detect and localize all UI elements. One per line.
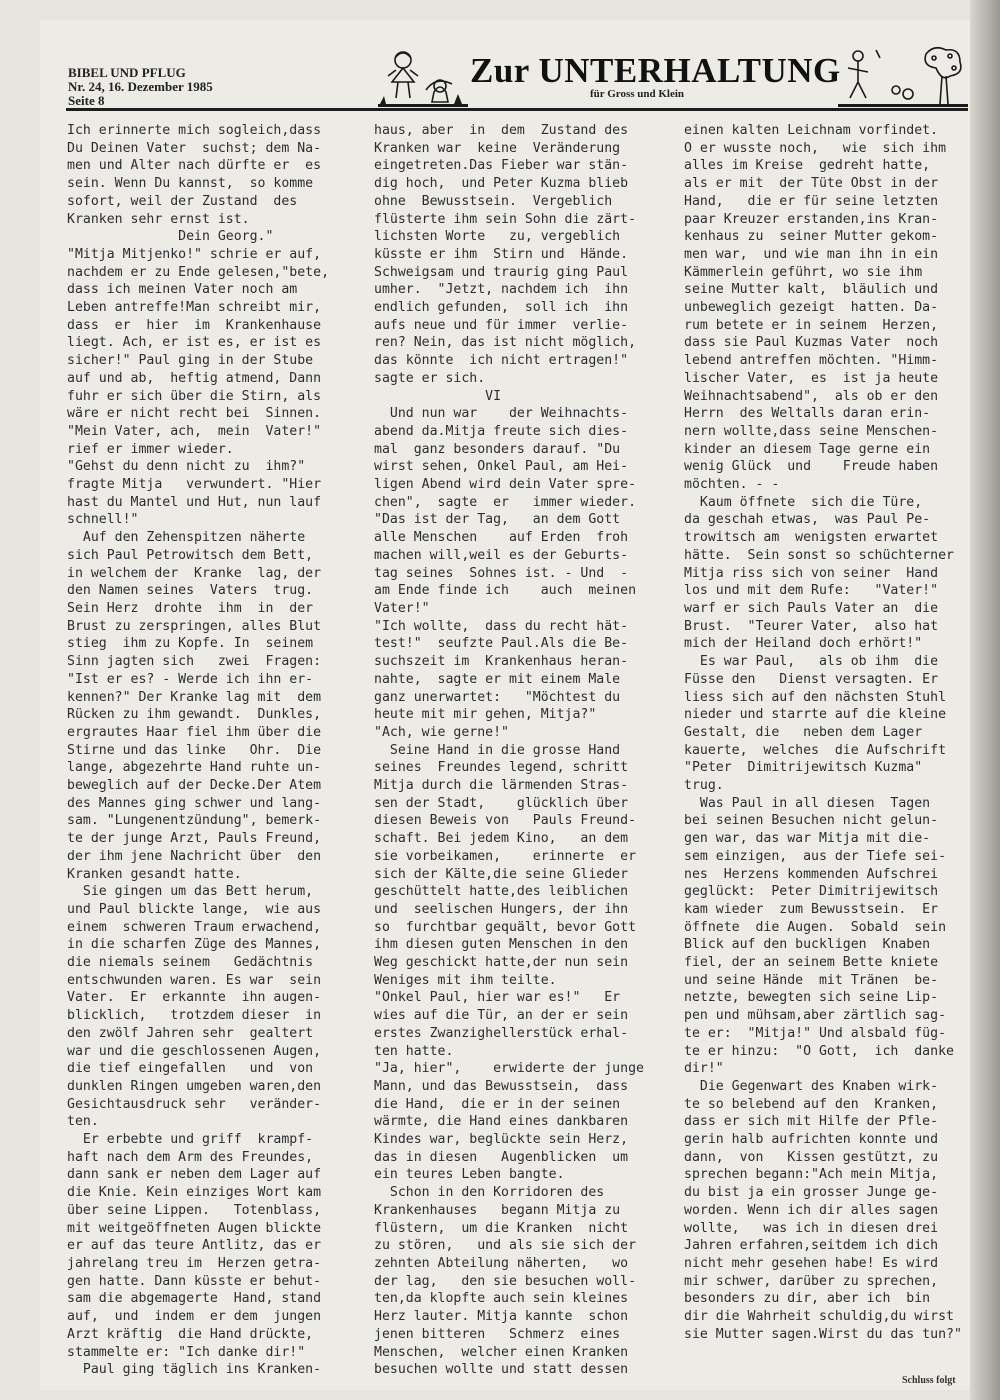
header-rule [66, 108, 968, 111]
article-line: ohne Bewusstsein. Vergeblich [374, 193, 613, 209]
article-line: flüstern, um die Kranken nicht [374, 1220, 629, 1236]
article-line: den zwölf Jahren sehr gealtert [67, 1025, 314, 1041]
article-line: entschwunden waren. Es war sein [67, 972, 322, 988]
article-line: "Ja, hier", erwiderte der junge [374, 1061, 644, 1077]
article-line: te der junge Arzt, Pauls Freund, [67, 831, 322, 847]
article-line: ihm diesen guten Menschen in den [374, 937, 629, 953]
article-line: nieder und starrte auf die kleine [684, 707, 947, 723]
article-line: kam wieder zum Bewusstsein. Er [684, 901, 939, 917]
article-line: ergrautes Haar fiel ihm über die [67, 724, 322, 740]
article-line: über seine Lippen. Totenblass, [67, 1202, 322, 1218]
article-line: jahrelang treu im Herzen getra- [67, 1256, 322, 1271]
article-line: umher. "Jetzt, nachdem ich ihn [374, 282, 629, 298]
article-line: Krankenhauses begann Mitja zu [374, 1202, 621, 1218]
article-line: gerin halb aufrichten konnte und [684, 1132, 939, 1148]
article-line: lange, abgezehrte Hand ruhte un- [67, 760, 322, 776]
article-line: "Peter Dimitrijewitsch Kuzma" [684, 760, 923, 776]
article-line: dir!" [684, 1061, 724, 1077]
article-line: öffnete die Augen. Sobald sein [684, 919, 947, 935]
article-line: die Knie. Kein einziges Wort kam [67, 1185, 322, 1201]
article-line: fuhr er sich über die Stirn, als [67, 388, 322, 404]
page-edge-shadow [970, 0, 1000, 1400]
article-line: Weniges mit ihm teilte. [374, 972, 557, 988]
article-line: Kämmerlein geführt, wo sie ihm [684, 264, 923, 280]
article-line: dann, von Kissen gestützt, zu [684, 1149, 939, 1165]
article-line: mich der Heiland doch erhört!" [684, 636, 923, 652]
article-line: Sinn jagten sich zwei Fragen: [67, 654, 322, 670]
article-line: nachdem er zu Ende gelesen,"bete, [67, 264, 330, 280]
article-line: endlich gefunden, soll ich ihn [374, 300, 629, 316]
article-line: nicht mehr gesehen habe! Es wird [684, 1256, 939, 1271]
article-line: möchten. - - [684, 477, 780, 493]
article-line: Füsse den Dienst versagten. Er [684, 671, 939, 687]
article-line: sagte er sich. [374, 370, 486, 386]
section-subtitle: für Gross und Klein [590, 88, 685, 100]
article-line: und Paul blickte lange, wie aus [67, 901, 322, 917]
article-line: besonders zu dir, aber ich bin [684, 1291, 931, 1307]
article-line: ren? Nein, das ist nicht möglich, [374, 335, 637, 351]
article-line: lischer Vater, es ist ja heute [684, 370, 939, 386]
article-line: wäre er nicht recht bei Sinnen. [67, 406, 322, 422]
article-line: Sie gingen um das Bett herum, [67, 884, 314, 900]
article-line: beweglich auf der Decke.Der Atem [67, 778, 322, 794]
article-line: ganz unerwartet: "Möchtest du [374, 689, 621, 705]
article-line: machen will,weil es der Geburts- [374, 547, 629, 563]
article-line: "Onkel Paul, hier war es!" Er [374, 990, 621, 1006]
article-line: Rücken zu ihm gewandt. Dunkles, [67, 707, 322, 723]
article-line: da geschah etwas, was Paul Pe- [684, 512, 931, 528]
article-line: Mann, und das Bewusstsein, dass [374, 1078, 629, 1094]
article-line: Leben antreffe!Man schreibt mir, [67, 300, 322, 316]
article-line: Arzt kräftig die Hand drückte, [67, 1326, 314, 1342]
article-line: men und Alter nach dürfte er es [67, 158, 322, 174]
article-line: liegt. Ach, er ist es, er ist es [67, 335, 322, 351]
article-line: wies auf die Tür, an der er sein [374, 1008, 629, 1024]
article-line: sofort, weil der Zustand des [67, 193, 298, 209]
article-line: worden. Wenn ich dir alles sagen [684, 1202, 939, 1218]
article-line: fragte Mitja verwundert. "Hier [67, 477, 322, 493]
article-line: schaft. Bei jedem Kino, an dem [374, 831, 629, 847]
article-line: "Mein Vater, ach, mein Vater!" [67, 423, 322, 439]
article-line: wirst sehen, Onkel Paul, am Hei- [374, 459, 629, 475]
article-line: stammelte er: "Ich danke dir!" [67, 1344, 306, 1360]
article-line: er auf das teure Antlitz, das er [67, 1238, 322, 1254]
article-line: sen der Stadt, glücklich über [374, 795, 629, 811]
article-line: ten. [67, 1114, 99, 1130]
article-line: gen hatte. Dann küsste er behut- [67, 1273, 322, 1289]
article-line: nahte, sagte er mit einem Male [374, 671, 621, 687]
article-line: Kranken gesandt hatte. [67, 866, 242, 882]
article-line: mir schwer, darüber zu sprechen, [684, 1273, 939, 1289]
article-line: Mitja riss sich von seiner Hand [684, 565, 939, 581]
article-line: trowitsch am wenigsten erwartet [684, 530, 939, 546]
article-line: Herz lauter. Mitja kannte schon [374, 1309, 629, 1325]
page-number: Seite 8 [68, 93, 105, 108]
article-line: lebend antreffen möchten. "Himm- [684, 353, 939, 369]
article-line: te er: "Mitja!" Und alsbald füg- [684, 1025, 947, 1041]
article-line: dass er hier im Krankenhause [67, 317, 322, 333]
article-line: in welchem der Kranke lag, der [67, 565, 322, 581]
article-line: Es war Paul, als ob ihm die [684, 654, 939, 670]
article-line: blicklich, trotzdem dieser in [67, 1008, 322, 1024]
article-line: stieg ihm zu Kopfe. In seinem [67, 636, 314, 652]
article-line: Vater!" [374, 600, 430, 616]
article-line: besuchen wollte und statt dessen [374, 1362, 629, 1378]
article-line: auf, und indem er dem jungen [67, 1309, 322, 1325]
article-line: kauerte, welches die Aufschrift [684, 742, 947, 758]
article-line: "Ich wollte, dass du recht hät- [374, 618, 629, 634]
article-line: "Ach, wie gerne!" [374, 724, 509, 740]
article-line: los und mit dem Rufe: "Vater!" [684, 583, 939, 599]
article-line: liess sich auf den nächsten Stuhl [684, 689, 947, 705]
article-line: die niemals seinem Gedächtnis [67, 955, 314, 971]
issue-date: Nr. 24, 16. Dezember 1985 [68, 79, 213, 94]
article-line: hast du Mantel und Hut, nun lauf [67, 494, 322, 510]
article-line: seine Mutter kalt, bläulich und [684, 282, 939, 298]
article-line: auf und ab, heftig atmend, Dann [67, 370, 322, 386]
article-line: Weihnachtsabend", als ob er den [684, 388, 939, 404]
article-line: Paul ging täglich ins Kranken- [67, 1362, 322, 1378]
tree-illustration-icon [838, 46, 968, 108]
article-line: Schon in den Korridoren des [374, 1185, 605, 1201]
article-line: Sein Herz drohte ihm in der [67, 600, 314, 616]
article-line: du bist ja ein grosser Junge ge- [684, 1185, 939, 1201]
article-line: ten hatte. [374, 1043, 454, 1059]
children-illustration-icon [378, 46, 468, 108]
article-line: heute mit mir gehen, Mitja?" [374, 707, 597, 723]
article-line: das könnte ich nicht ertragen!" [374, 353, 629, 369]
article-line: te er hinzu: "O Gott, ich danke [684, 1043, 954, 1059]
masthead-info [68, 66, 268, 108]
article-line: einem schweren Traum erwachend, [67, 919, 322, 935]
article-line: flüsterte ihm sein Sohn die zärt- [374, 211, 637, 227]
article-line: Herrn des Weltalls daran erin- [684, 406, 931, 422]
article-line: aufs neue und für immer verlie- [374, 317, 629, 333]
article-line: Kranken war keine Veränderung [374, 140, 621, 156]
article-line: te so belebend auf den Kranken, [684, 1096, 939, 1112]
article-line: ligen Abend wird dein Vater spre- [374, 477, 637, 493]
article-line: rief er immer wieder. [67, 441, 234, 457]
article-line: hätte. Sein sonst so schüchterner [684, 547, 954, 563]
article-line: Brust. "Teurer Vater, also hat [684, 618, 939, 634]
article-line: rum betete er in seinem Herzen, [684, 317, 939, 333]
article-line: Dein Georg." [67, 229, 274, 245]
article-line: fiel, der an seinem Bette kniete [684, 955, 939, 971]
article-line: warf er sich Pauls Vater an die [684, 600, 939, 616]
article-line: lichsten Worte zu, vergeblich [374, 229, 621, 245]
article-line: eingetreten.Das Fieber war stän- [374, 158, 629, 174]
article-line: Kindes war, beglückte sein Herz, [374, 1132, 629, 1148]
article-line: abend da.Mitja freute sich dies- [374, 423, 629, 439]
article-line: erstes Zwanzighellerstück erhal- [374, 1025, 629, 1041]
article-line: sicher!" Paul ging in der Stube [67, 353, 314, 369]
article-line: Auf den Zehenspitzen näherte [67, 530, 306, 546]
article-line: Seine Hand in die grosse Hand [374, 742, 621, 758]
article-line: Kranken sehr ernst ist. [67, 211, 250, 227]
article-line: am Ende finde ich auch meinen [374, 583, 637, 599]
article-line: des Mannes ging schwer und lang- [67, 795, 322, 811]
article-line: gen war, das war Mitja mit die- [684, 831, 931, 847]
article-line: alles im Kreise gedreht hatte, [684, 158, 931, 174]
article-line: "Ist er es? - Werde ich ihn er- [67, 671, 314, 687]
article-line: dass er sich mit Hilfe der Pfle- [684, 1114, 939, 1130]
article-line: die tief eingefallen und von [67, 1061, 314, 1077]
article-line: ten,da klopfte auch sein kleines [374, 1291, 629, 1307]
article-line: paar Kreuzer erstanden,ins Kran- [684, 211, 939, 227]
article-line: dass ich meinen Vater noch am [67, 282, 298, 298]
article-line: jenen bitteren Schmerz eines [374, 1326, 621, 1342]
article-line: Blick auf den buckligen Knaben [684, 937, 931, 953]
article-line: seines Freundes legend, schritt [374, 760, 629, 776]
article-line: der ihm jene Nachricht über den [67, 848, 322, 864]
article-line: mal ganz besonders darauf. "Du [374, 441, 621, 457]
article-line: Gesichtausdruck sehr veränder- [67, 1096, 322, 1112]
article-line: und seelischen Hungers, der ihn [374, 901, 629, 917]
article-line: diesen Beweis von Pauls Freund- [374, 813, 637, 829]
article-line: das in diesen Augenblicken um [374, 1149, 629, 1165]
article-line: als er mit der Tüte Obst in der [684, 176, 939, 192]
article-line: Und nun war der Weihnachts- [374, 406, 629, 422]
article-line: Er erbebte und griff krampf- [67, 1132, 314, 1148]
continuation-note: Schluss folgt [902, 1375, 956, 1386]
article-line: chen", sagte er immer wieder. [374, 494, 637, 510]
article-line: netzte, bewegten sich seine Lip- [684, 990, 939, 1006]
article-line: einen kalten Leichnam vorfindet. [684, 123, 939, 138]
article-line: Gestalt, die neben dem Lager [684, 724, 923, 740]
article-line: sich Paul Petrowitsch dem Bett, [67, 547, 314, 563]
article-line: sein. Wenn Du kannst, so komme [67, 176, 314, 192]
article-line: tag seines Sohnes ist. - Und - [374, 565, 629, 581]
article-line: geschüttelt hatte,des leiblichen [374, 884, 629, 900]
article-line: Menschen, welcher einen Kranken [374, 1344, 629, 1360]
article-line: so furchtbar gequält, bevor Gott [374, 919, 637, 935]
article-line: alle Menschen auf Erden froh [374, 530, 629, 546]
article-line: sie vorbeikamen, erinnerte er [374, 848, 637, 864]
article-line: geglückt: Peter Dimitrijewitsch [684, 884, 939, 900]
article-line: suchszeit im Krankenhaus heran- [374, 654, 629, 670]
article-line: dunklen Ringen umgeben waren,den [67, 1078, 322, 1094]
article-line: dass sie Paul Kuzmas Vater noch [684, 335, 939, 351]
article-column-2 [374, 122, 664, 1379]
article-line: Weg geschickt hatte,der nun sein [374, 955, 629, 971]
article-line: Mitja durch die lärmenden Stras- [374, 778, 629, 794]
article-line: Kaum öffnete sich die Türe, [684, 494, 923, 510]
article-line: Ich erinnerte mich sogleich,dass [67, 123, 322, 138]
article-line: "Gehst du denn nicht zu ihm?" [67, 459, 306, 475]
article-line: zehnten Abteilung näherten, wo [374, 1256, 629, 1271]
article-line: "Mitja Mitjenko!" schrie er auf, [67, 246, 322, 262]
article-line: dig hoch, und Peter Kuzma blieb [374, 176, 629, 192]
article-line: men war, und wie man ihn in ein [684, 246, 939, 262]
article-line: den Namen seines Vaters trug. [67, 583, 314, 599]
article-line: O er wusste noch, wie sich ihm [684, 140, 947, 156]
article-line: dann sank er neben dem Lager auf [67, 1167, 322, 1183]
article-line: wenig Glück und Freude haben [684, 459, 939, 475]
article-line: sprechen begann:"Ach mein Mitja, [684, 1167, 939, 1183]
article-line: schnell!" [67, 512, 139, 528]
article-line: nern wollte,dass seine Menschen- [684, 423, 939, 439]
article-line: Die Gegenwart des Knaben wirk- [684, 1078, 939, 1094]
article-line: Was Paul in all diesen Tagen [684, 795, 931, 811]
article-line: der lag, den sie besuchen woll- [374, 1273, 637, 1289]
article-line: unbeweglich gezeigt hatten. Da- [684, 300, 939, 316]
article-line: Jahren erfahren,seitdem ich dich [684, 1238, 939, 1254]
article-line: mit weitgeöffneten Augen blickte [67, 1220, 322, 1236]
article-line: sam. "Lungenentzündung", bemerk- [67, 813, 322, 829]
article-line: kennen?" Der Kranke lag mit dem [67, 689, 322, 705]
article-line: haft nach dem Arm des Freundes, [67, 1149, 314, 1165]
article-line: Brust zu zerspringen, alles Blut [67, 618, 322, 634]
article-column-3 [684, 122, 974, 1344]
article-line: sie Mutter sagen.Wirst du das tun?" [684, 1326, 962, 1342]
article-line: sich der Kälte,die seine Glieder [374, 866, 629, 882]
section-banner [378, 46, 968, 108]
article-line: Stirne und das linke Ohr. Die [67, 742, 322, 758]
article-line: zu stören, und als sie sich der [374, 1238, 637, 1254]
article-line: kenhaus zu seiner Mutter gekom- [684, 229, 939, 245]
article-line: sem einzigen, aus der Tiefe sei- [684, 848, 947, 864]
article-line: haus, aber in dem Zustand des [374, 123, 629, 138]
article-line: test!" seufzte Paul.Als die Be- [374, 636, 629, 652]
article-line: die Hand, die er in der seinen [374, 1096, 621, 1112]
section-title: Zur UNTERHALTUNG [470, 51, 841, 90]
article-line: Vater. Er erkannte ihn augen- [67, 990, 322, 1006]
article-line: VI [374, 388, 502, 404]
article-line: trug. [684, 778, 724, 794]
article-line: in die scharfen Züge des Mannes, [67, 937, 322, 953]
article-line: wollte, was ich in diesen drei [684, 1220, 939, 1236]
article-line: bei seinen Besuchen nicht gelun- [684, 813, 939, 829]
article-line: Du Deinen Vater suchst; dem Na- [67, 140, 322, 156]
article-line: nes Herzens kommenden Aufschrei [684, 866, 939, 882]
publication-name: BIBEL UND PFLUG [68, 65, 186, 80]
article-line: sam die abgemagerte Hand, stand [67, 1291, 322, 1307]
article-column-1 [67, 122, 357, 1379]
article-line: war und die geschlossenen Augen, [67, 1043, 322, 1059]
article-line: wärmte, die Hand eines dankbaren [374, 1114, 629, 1130]
article-line: Hand, die er für seine letzten [684, 193, 939, 209]
article-line: dir die Wahrheit schuldig,du wirst [684, 1309, 954, 1325]
article-line: Schweigsam und traurig ging Paul [374, 264, 629, 280]
article-line: küsste er ihm Stirn und Hände. [374, 246, 629, 262]
article-line: kinder an diesem Tage gerne ein [684, 441, 931, 457]
article-line: "Das ist der Tag, an dem Gott [374, 512, 621, 528]
article-line: pen und mühsam,aber zärtlich sag- [684, 1008, 947, 1024]
article-line: ein teures Leben bangte. [374, 1167, 565, 1183]
article-line: und seine Hände mit Tränen be- [684, 972, 939, 988]
